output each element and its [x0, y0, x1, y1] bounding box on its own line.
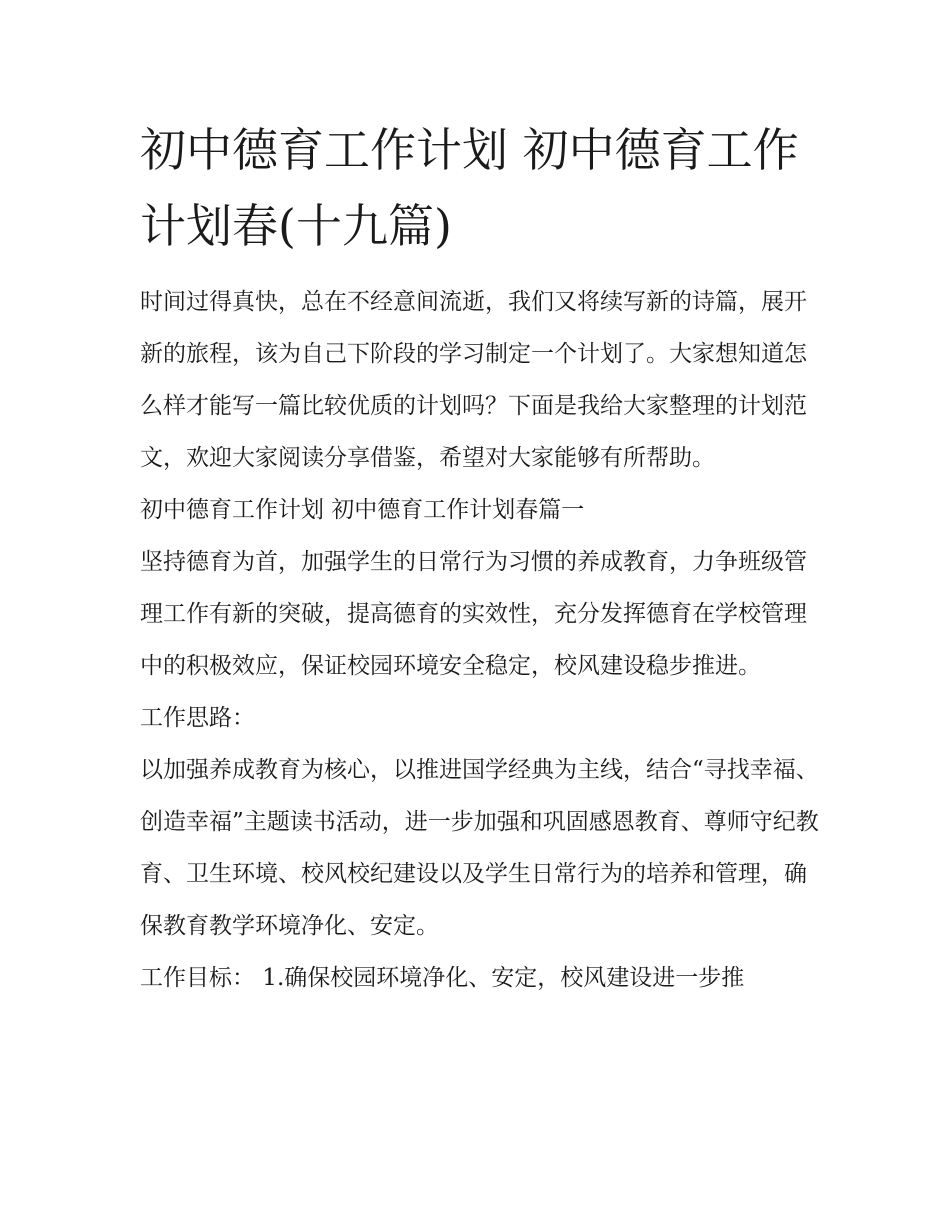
body-paragraph: 坚持德育为首，加强学生的日常行为习惯的养成教育，力争班级管理工作有新的突破，提高德育的实效性，充分发挥德育在学校管理中的积极效应，保证校园环境安全稳定，校风建设稳步推进。: [140, 549, 807, 679]
document-title: 初中德育工作计划 初中德育工作计划春(十九篇): [140, 123, 799, 253]
section-heading: 初中德育工作计划 初中德育工作计划春篇一: [140, 497, 585, 523]
body-paragraph: 以加强养成教育为核心，以推进国学经典为主线，结合“寻找幸福、创造幸福”主题读书活动，进一步加强和巩固感恩教育、尊师守纪教育、卫生环境、校风校纪建设以及学生日常行为的培养和管理，确保教育教学环境净化、安定。: [140, 757, 819, 939]
subheading-work-approach: 工作思路：: [140, 705, 255, 731]
work-goals-paragraph: 工作目标： 1.确保校园环境净化、安定，校风建设进一步推: [140, 965, 745, 991]
document-page: [140, 112, 820, 1004]
intro-paragraph: 时间过得真快，总在不经意间流逝，我们又将续写新的诗篇，展开新的旅程，该为自己下阶段的学习制定一个计划了。大家想知道怎么样才能写一篇比较优质的计划吗？下面是我给大家整理的计划范文，欢迎大家阅读分享借鉴，希望对大家能够有所帮助。: [140, 289, 807, 471]
